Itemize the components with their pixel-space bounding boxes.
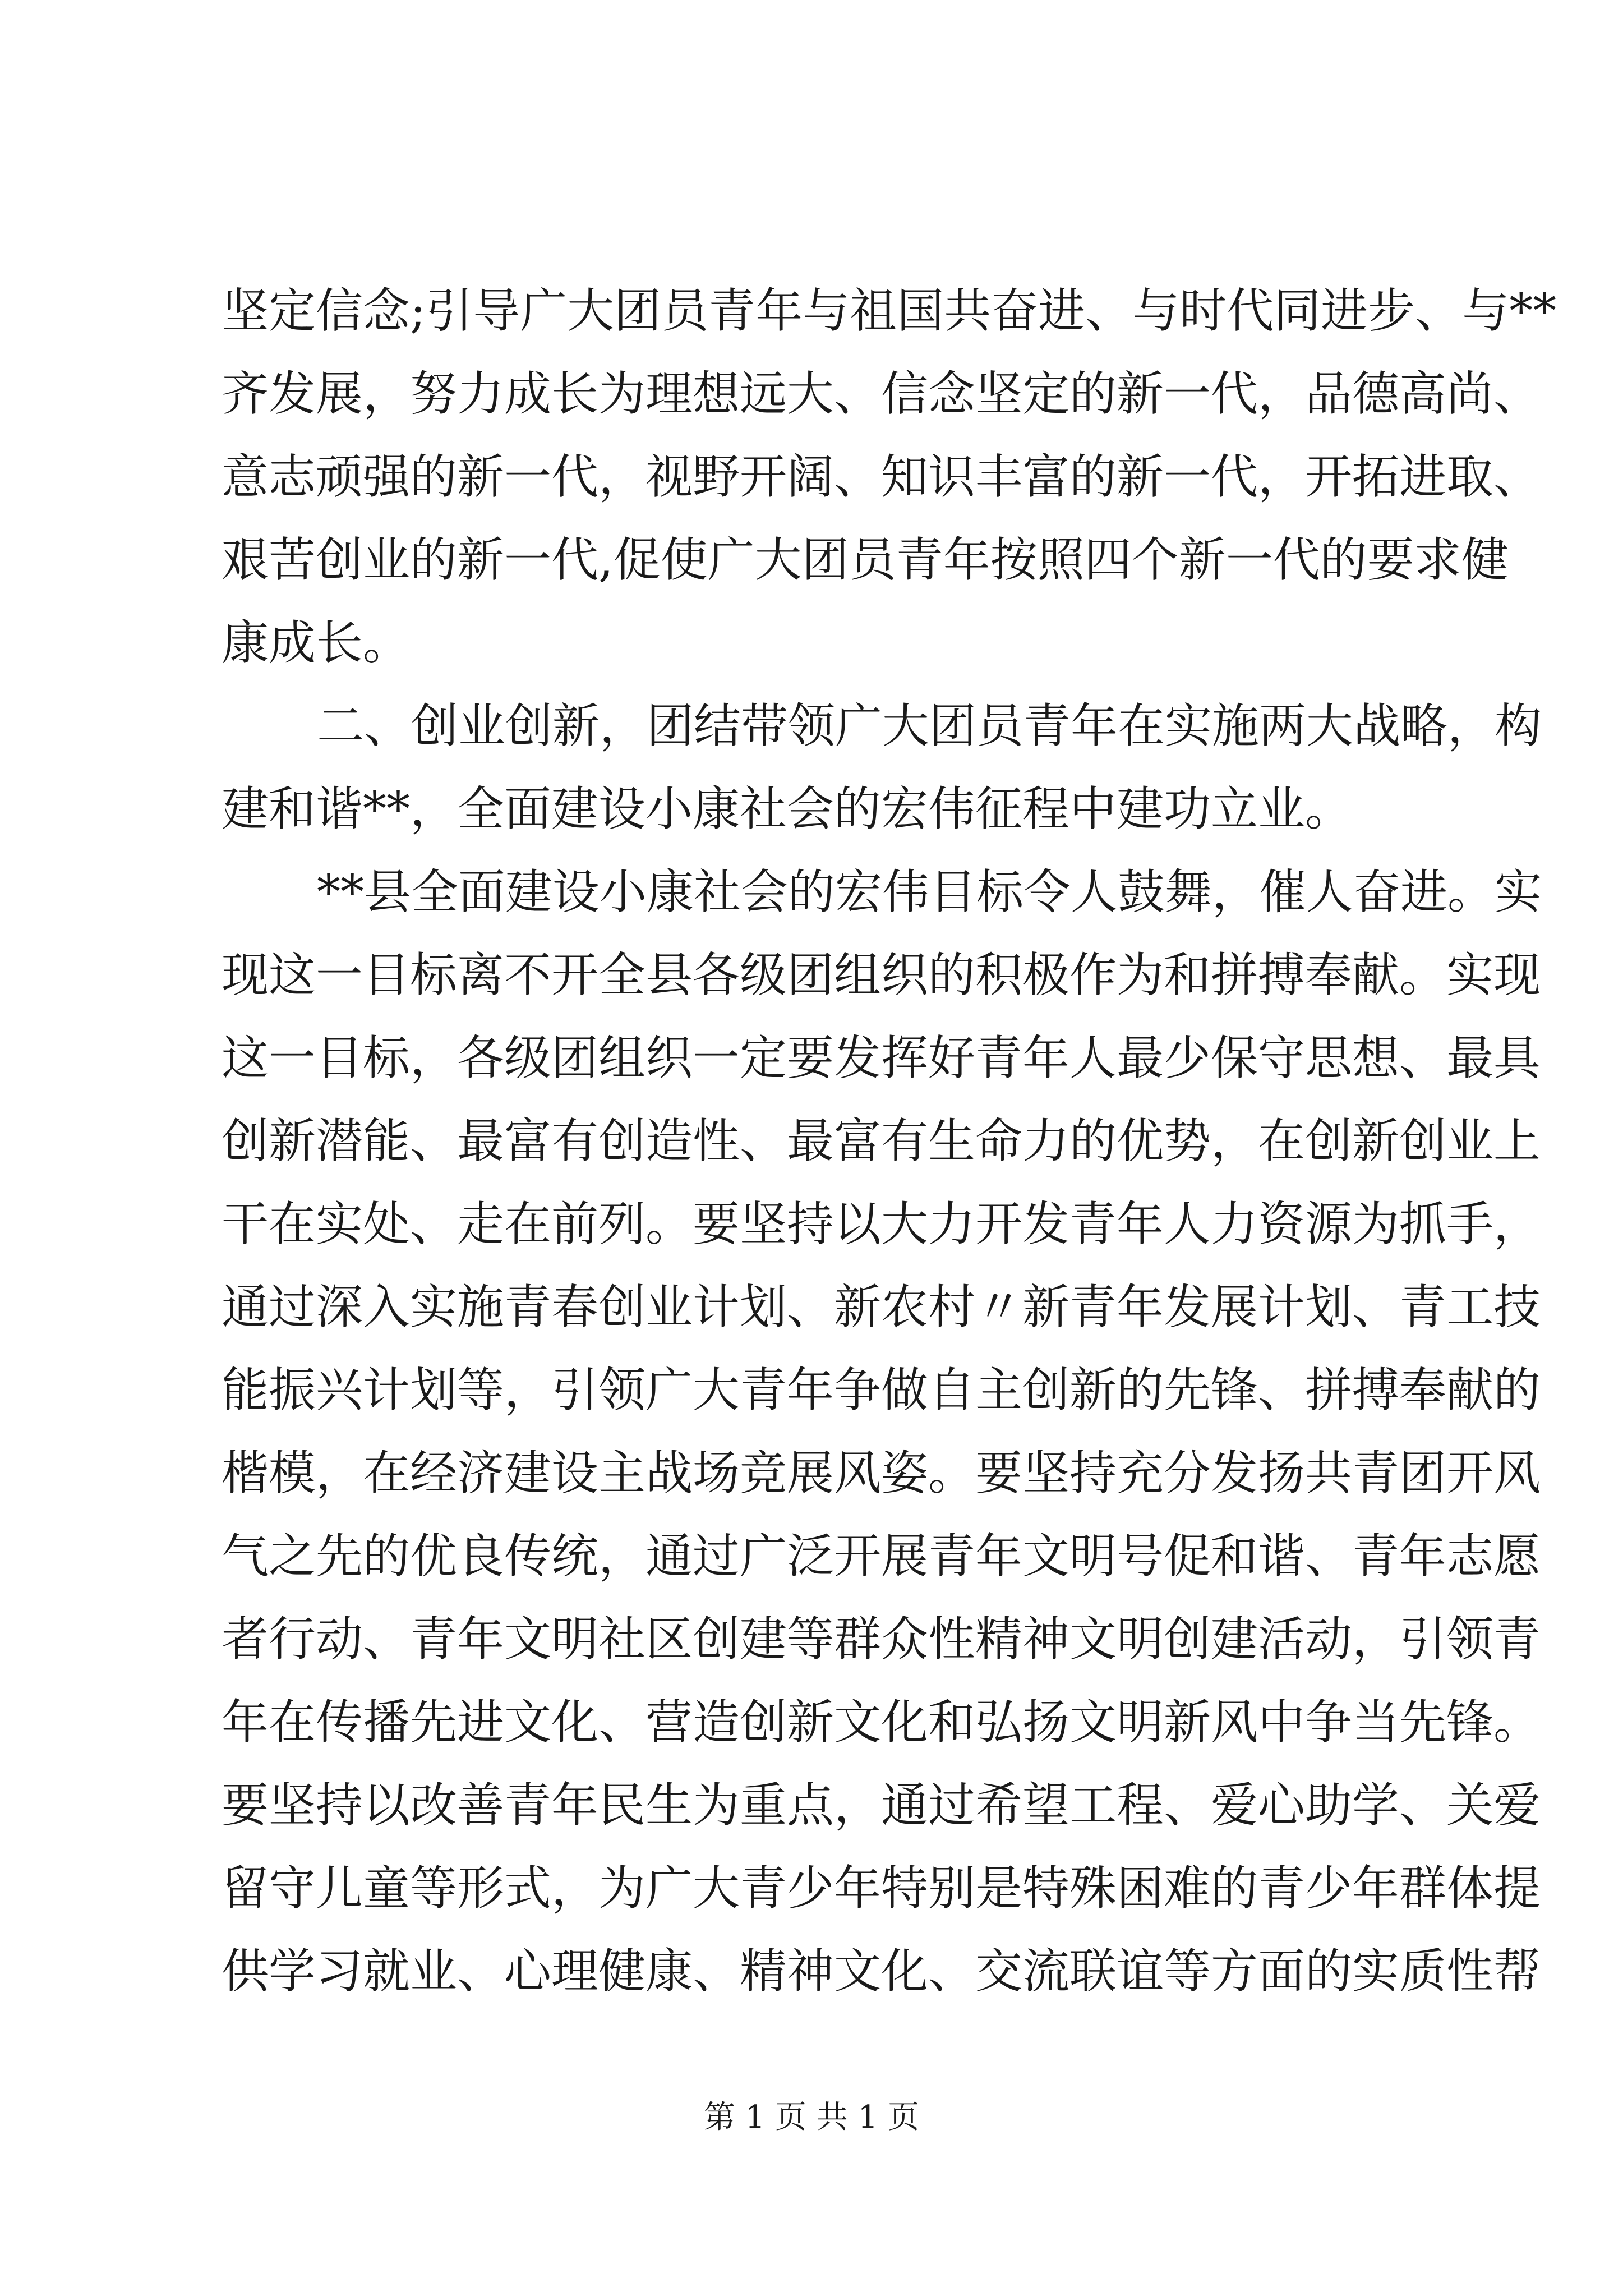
text-line: 者行动、青年文明社区创建等群众性精神文明创建活动，引领青 [222, 1612, 1541, 1667]
text-line: 气之先的优良传统，通过广泛开展青年文明号促和谐、青年志愿 [222, 1529, 1541, 1584]
text-line: 年在传播先进文化、营造创新文化和弘扬文明新风中争当先锋。 [222, 1695, 1541, 1750]
document-body [222, 269, 1557, 2013]
text-line: 供学习就业、心理健康、精神文化、交流联谊等方面的实质性帮 [222, 1944, 1541, 1999]
text-line: 现这一目标离不开全县各级团组织的积极作为和拼搏奉献。实现 [222, 947, 1541, 1002]
text-line: 创新潜能、最富有创造性、最富有生命力的优势，在创新创业上 [222, 1114, 1541, 1168]
page-footer [0, 2095, 1623, 2140]
text-line: 通过深入实施青春创业计划、新农村〃新青年发展计划、青工技 [222, 1280, 1541, 1335]
text-line: 齐发展，努力成长为理想远大、信念坚定的新一代，品德高尚、 [222, 366, 1541, 421]
text-line: 要坚持以改善青年民生为重点，通过希望工程、爱心助学、关爱 [222, 1778, 1541, 1833]
page-number-label: 第 1 页 共 1 页 [703, 2099, 920, 2136]
text-line: 这一目标，各级团组织一定要发挥好青年人最少保守思想、最具 [222, 1030, 1541, 1085]
section-heading-line: 二、创业创新，团结带领广大团员青年在实施两大战略，构 [317, 698, 1542, 753]
text-line: 意志顽强的新一代，视野开阔、知识丰富的新一代，开拓进取、 [222, 449, 1541, 504]
text-line: 能振兴计划等，引领广大青年争做自主创新的先锋、拼搏奉献的 [222, 1363, 1541, 1418]
text-line: **县全面建设小康社会的宏伟目标令人鼓舞，催人奋进。实 [317, 864, 1542, 919]
text-line: 留守儿童等形式，为广大青少年特别是特殊困难的青少年群体提 [222, 1861, 1541, 1916]
text-line: 康成长。 [222, 615, 411, 670]
text-line: 艰苦创业的新一代,促使广大团员青年按照四个新一代的要求健 [222, 532, 1509, 587]
text-line: 坚定信念;引导广大团员青年与祖国共奋进、与时代同进步、与** [222, 283, 1557, 338]
section-heading-line: 建和谐**，全面建设小康社会的宏伟征程中建功立业。 [222, 781, 1353, 836]
text-line: 干在实处、走在前列。要坚持以大力开发青年人力资源为抓手， [222, 1197, 1541, 1251]
text-line: 楷模，在经济建设主战场竞展风姿。要坚持充分发扬共青团开风 [222, 1446, 1541, 1501]
